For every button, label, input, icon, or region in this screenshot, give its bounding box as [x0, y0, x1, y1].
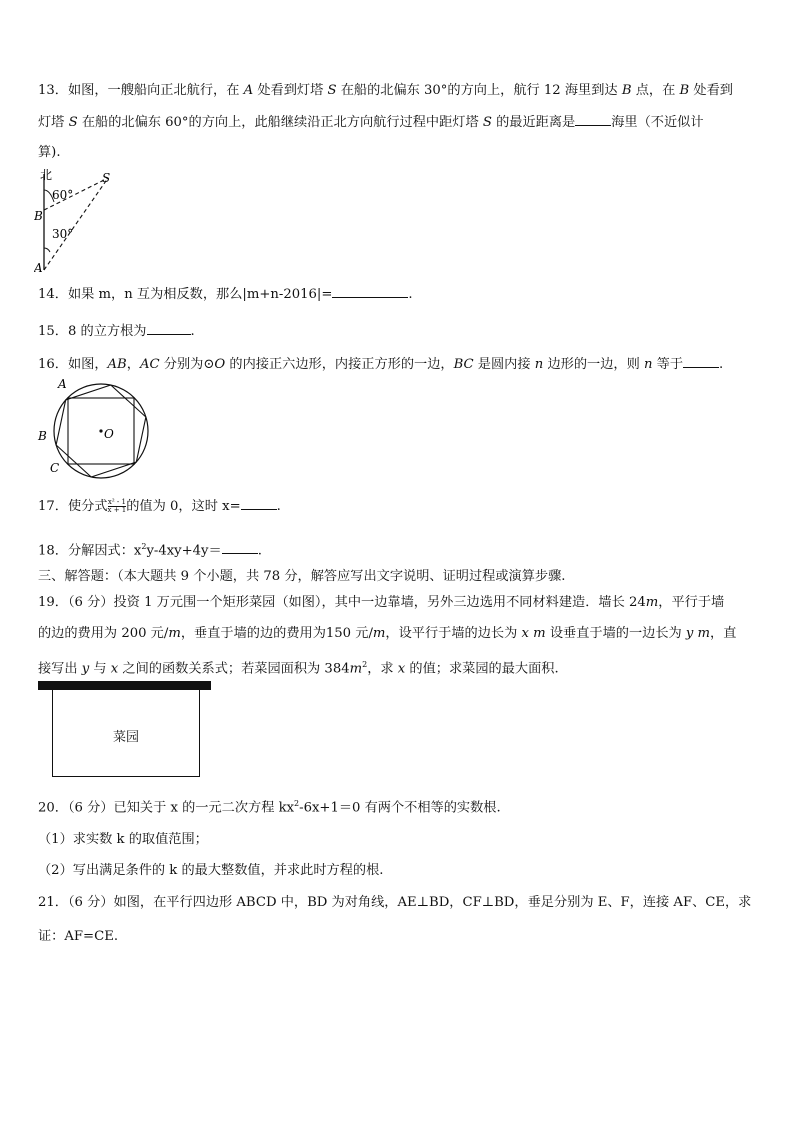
answer-blank[interactable] [575, 113, 611, 126]
q13-figure [34, 166, 124, 276]
point-O-label: O [104, 427, 114, 441]
q16-line: 16．如图，AB，AC 分别为⊙O 的内接正六边形，内接正方形的一边，BC 是圆内接 n 边形的一边，则 n 等于 . [38, 357, 724, 372]
wall [38, 681, 211, 690]
q20-line3: （2）写出满足条件的 k 的最大整数值，并求此时方程的根. [38, 863, 384, 878]
point-B-label: B [38, 429, 47, 443]
answer-blank[interactable] [222, 541, 258, 554]
q14-line: 14．如果 m，n 互为相反数，那么|m+n-2016|= . [38, 287, 413, 302]
answer-blank[interactable] [683, 355, 719, 368]
angle-label-60: 60° [52, 188, 74, 202]
q19-line1: 19．（6 分）投资 1 万元围一个矩形菜园（如图），其中一边靠墙，另外三边选用不同材料建造．墙长 24m，平行于墙 [38, 595, 725, 610]
q18-line: 18．分解因式：$x^2y-4xy+4y=$ . [38, 542, 262, 559]
q17-line: 17．使分式 $\frac{\text{x² - 1}}{x + 1}$ 的值为 0，这时 x= . [38, 498, 281, 514]
q13-line2: 灯塔 S 在船的北偏东 60°的方向上，此船继续沿正北方向航行过程中距灯塔 S 的最近距离是 海里（不近似计 [38, 115, 704, 130]
angle-label-30: 30° [52, 227, 74, 241]
section-heading: 三、解答题：（本大题共 9 个小题，共 78 分，解答应写出文字说明、证明过程或演算步骤. [38, 569, 566, 584]
answer-blank[interactable] [241, 497, 277, 510]
point-A-label: A [34, 261, 43, 275]
q15-line: 15．8 的立方根为 . [38, 324, 195, 339]
q13-line1: 13．如图，一艘船向正北航行，在 A 处看到灯塔 S 在船的北偏东 30°的方向上，航行 12 海里到达 B 点，在 B 处看到 [38, 83, 733, 98]
point-A-label: A [58, 377, 67, 391]
q13-line3: 算). [38, 145, 61, 160]
angle-arc-30 [44, 248, 50, 252]
q20-line2: （1）求实数 k 的取值范围； [38, 832, 208, 847]
north-label: 北 [40, 168, 53, 182]
garden-label: 菜园 [112, 730, 139, 745]
garden-rect [52, 690, 200, 777]
center-dot [99, 429, 102, 432]
q21-line2: 证：AF=CE. [38, 929, 119, 944]
q20-line1: 20．（6 分）已知关于 x 的一元二次方程 $kx^2-6x+1=0$ 有两个不相等的实数根. [38, 799, 501, 816]
q21-line1: 21．（6 分）如图，在平行四边形 ABCD 中，BD 为对角线，AE⊥BD，CF⊥BD，垂足分别为 E、F，连接 AF、CE，求 [38, 895, 752, 910]
answer-blank[interactable] [332, 285, 408, 298]
q19-line3: 接写出 y 与 x 之间的函数关系式；若菜园面积为 $384m^2$，求 x 的值；求菜园的最大面积. [38, 660, 559, 677]
answer-blank[interactable] [147, 322, 191, 335]
point-S-label: S [102, 171, 111, 185]
point-C-label: C [50, 461, 60, 475]
point-B-label: B [34, 209, 43, 223]
q16-figure [34, 376, 164, 480]
q19-line2: 的边的费用为 200 元/m，垂直于墙的边的费用为150 元/m，设平行于墙的边长为 x m 设垂直于墙的一边长为 y m，直 [38, 626, 737, 641]
fraction: $\frac{\text{x² - 1}}{x + 1}$ [107, 498, 127, 514]
